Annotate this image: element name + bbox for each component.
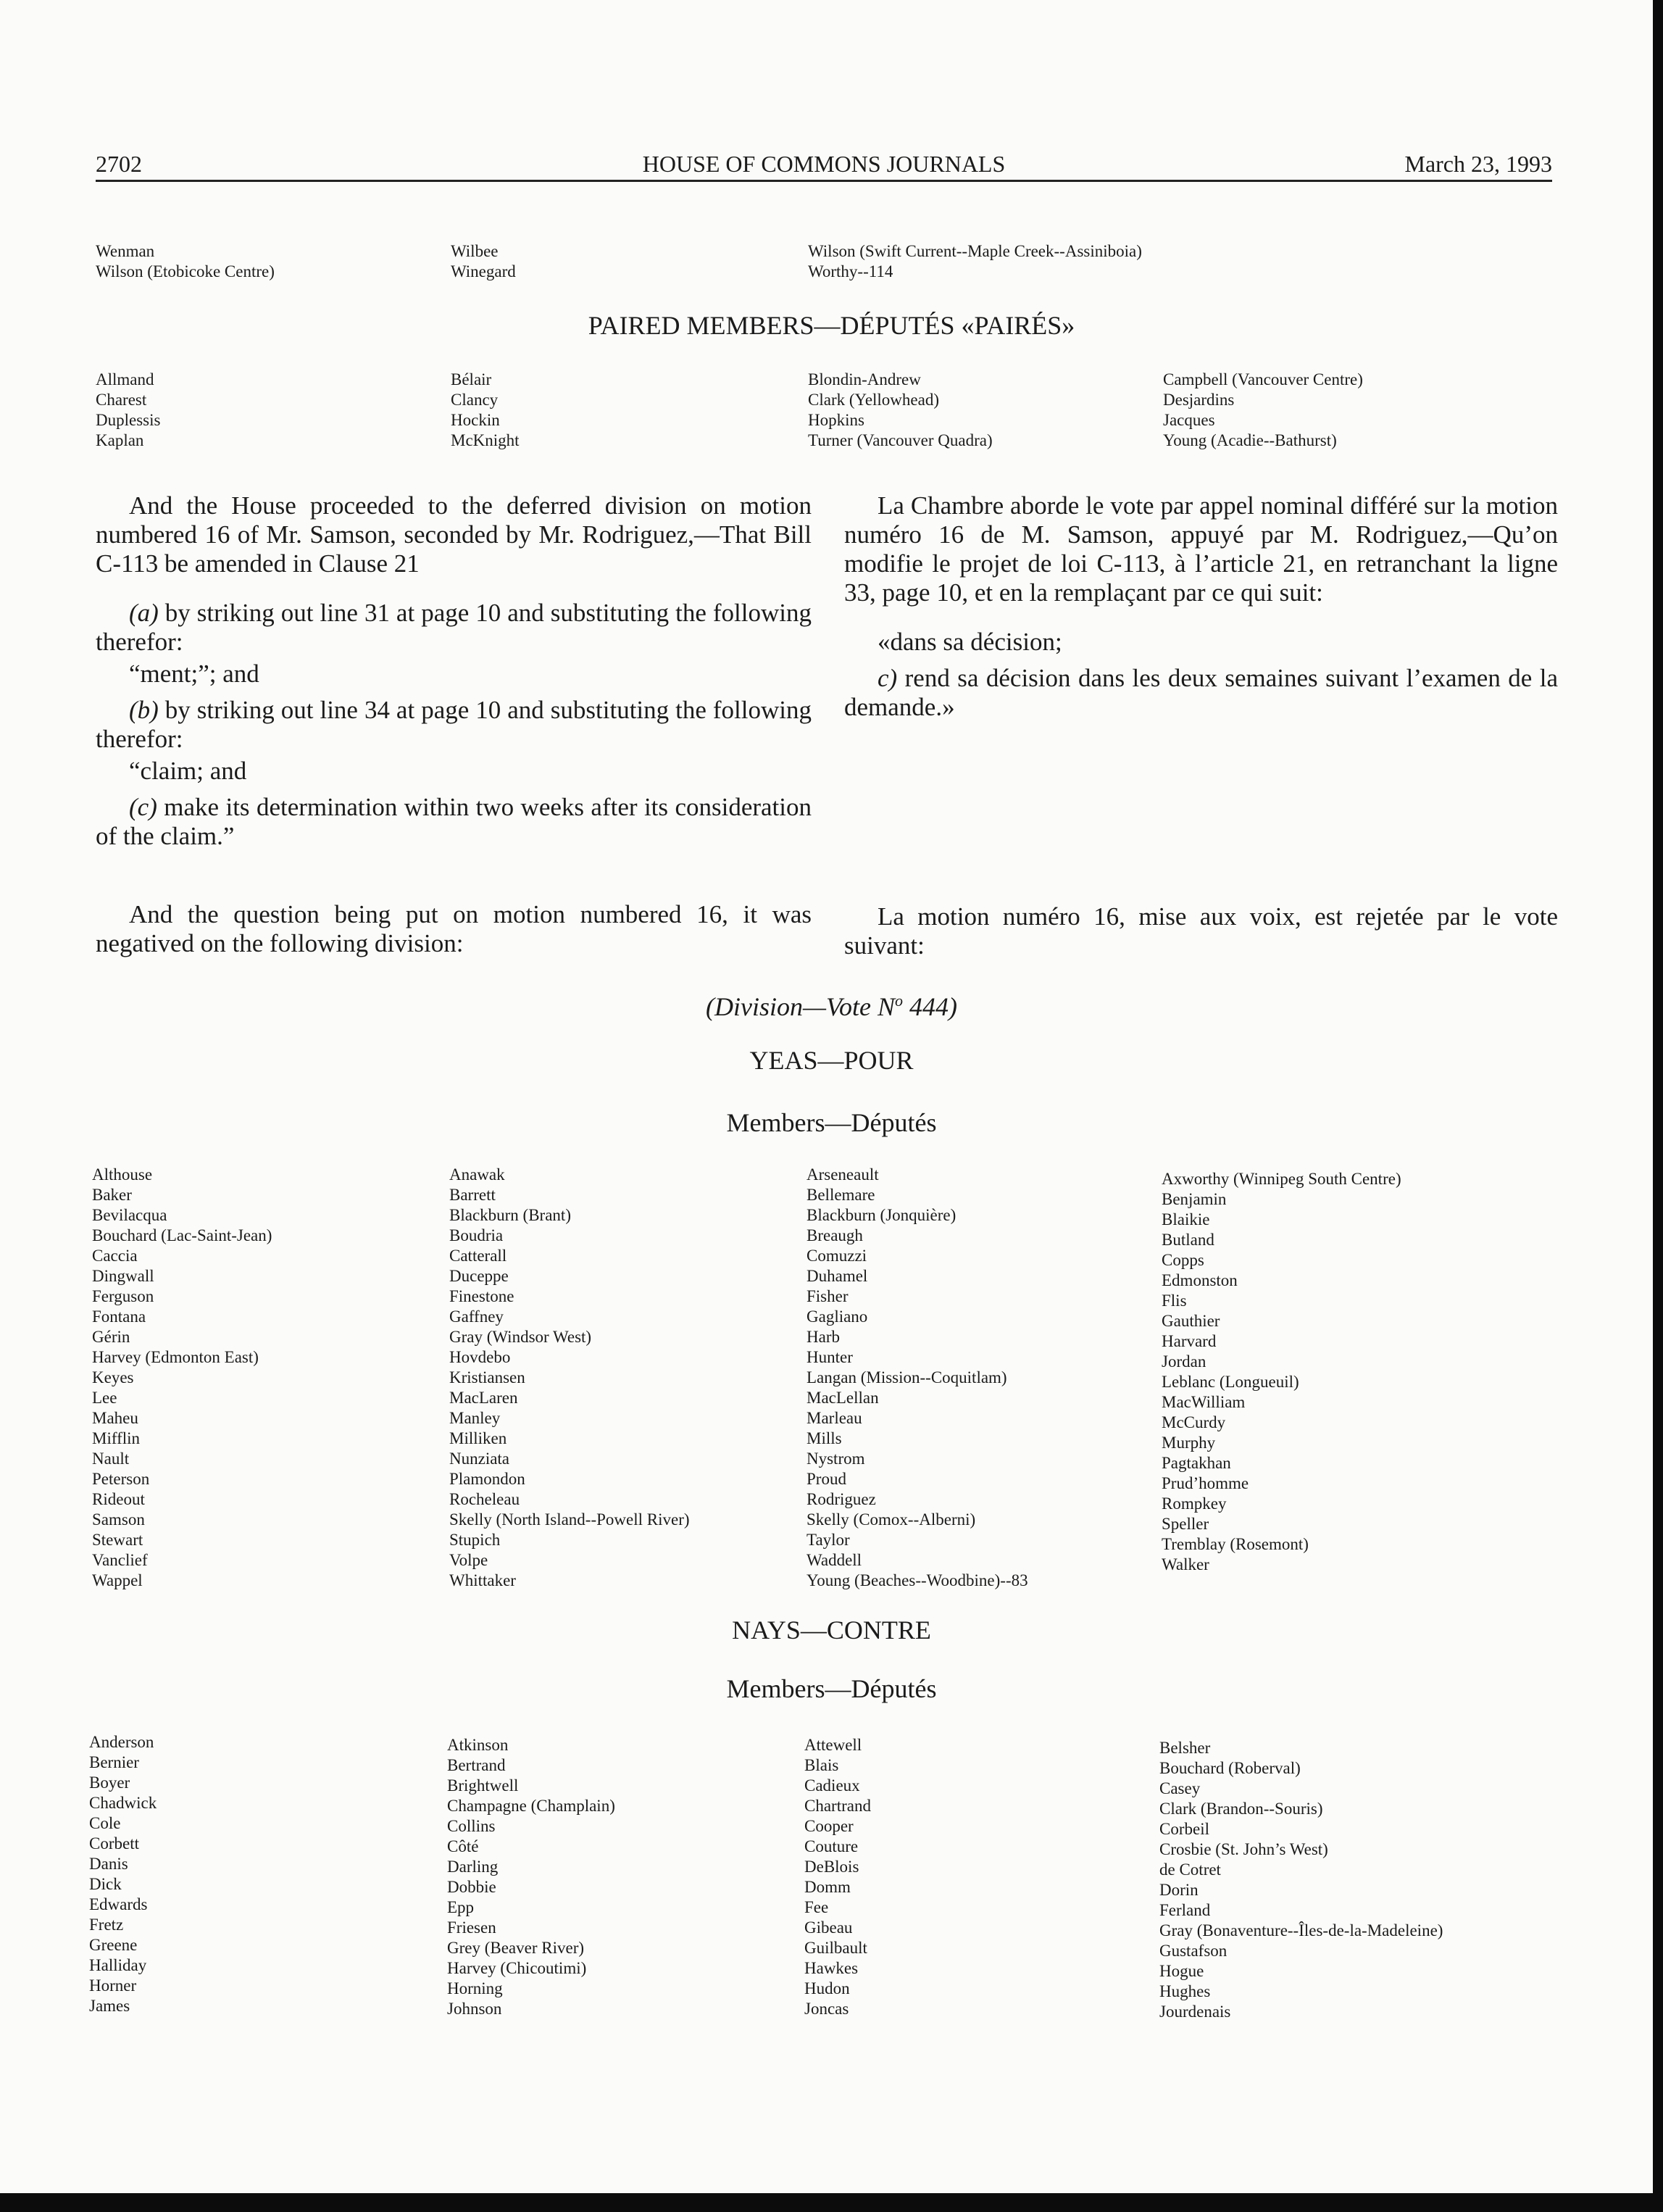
member-name: Cole [89, 1814, 121, 1832]
item-a-text: by striking out line 31 at page 10 and substituting the following therefor: [96, 599, 812, 656]
member-name: Hawkes [804, 1959, 859, 1977]
member-name: Tremblay (Rosemont) [1162, 1535, 1309, 1553]
member-name: Gaffney [449, 1307, 504, 1326]
member-name: Ferguson [92, 1287, 154, 1305]
member-name: Bellemare [807, 1186, 875, 1204]
member-name: Gibeau [804, 1918, 853, 1937]
member-name: Duceppe [449, 1267, 509, 1285]
member-name: Langan (Mission--Coquitlam) [807, 1368, 1007, 1386]
member-name: Corbeil [1159, 1820, 1209, 1838]
nays-col2 [447, 1735, 615, 2019]
member-name: Bernier [89, 1753, 139, 1771]
yeas-heading: YEAS—POUR [749, 1046, 914, 1075]
member-name: Hogue [1159, 1962, 1204, 1980]
english-item-a [96, 599, 812, 657]
member-name: Joncas [804, 2000, 849, 2018]
member-name: Danis [89, 1855, 128, 1873]
division-label-a: (Division—Vote N [706, 992, 895, 1021]
english-intro: And the House proceeded to the deferred division on motion numbered 16 of Mr. Samson, seconded by Mr. Rodriguez,—That Bill C-113 be amended in Clause 21 [96, 491, 812, 578]
member-name: Lee [92, 1389, 117, 1407]
page-date: March 23, 1993 [1404, 151, 1552, 177]
member-name: Hovdebo [449, 1348, 511, 1366]
member-name: Young (Acadie--Bathurst) [1163, 431, 1337, 449]
member-name: Champagne (Champlain) [447, 1797, 615, 1815]
member-name: Hockin [451, 411, 500, 429]
member-name: Anawak [449, 1165, 505, 1184]
member-name: Edmonston [1162, 1271, 1238, 1289]
member-name: Rompkey [1162, 1494, 1227, 1513]
french-motion [844, 491, 1558, 722]
yeas-subheading: Members—Députés [726, 1108, 937, 1137]
member-name: MacWilliam [1162, 1393, 1246, 1411]
member-name: Allmand [96, 370, 154, 388]
member-name: Horning [447, 1979, 503, 1997]
yeas-col3 [807, 1165, 1028, 1591]
member-name: Cadieux [804, 1776, 860, 1795]
member-name: Guilbault [804, 1939, 867, 1957]
member-name: Stewart [92, 1531, 143, 1549]
member-name: Gustafson [1159, 1942, 1228, 1960]
member-name: Skelly (Comox--Alberni) [807, 1510, 976, 1529]
member-name: Chadwick [89, 1794, 157, 1812]
division-label-b: 444) [902, 992, 957, 1021]
paired-col3 [808, 370, 993, 451]
member-name: Gray (Windsor West) [449, 1328, 592, 1346]
division-label-sup: o [894, 991, 903, 1010]
member-name: Hudon [804, 1979, 850, 1997]
member-name: Blais [804, 1756, 839, 1774]
member-name: Bélair [451, 370, 492, 388]
member-name: Edwards [89, 1895, 148, 1913]
member-name: Côté [447, 1837, 479, 1855]
member-name: Harvey (Edmonton East) [92, 1348, 259, 1366]
member-name: Harb [807, 1328, 840, 1346]
page-header [96, 151, 1552, 183]
member-name: Fontana [92, 1307, 146, 1326]
member-name: Blackburn (Brant) [449, 1206, 571, 1224]
member-name: Turner (Vancouver Quadra) [808, 431, 993, 449]
member-name: Manley [449, 1409, 501, 1427]
member-name: Jacques [1163, 411, 1215, 429]
member-name: Skelly (North Island--Powell River) [449, 1510, 690, 1529]
division-label [0, 991, 1663, 1022]
member-name: Campbell (Vancouver Centre) [1163, 370, 1363, 388]
member-name: Taylor [807, 1531, 850, 1549]
member-name: Atkinson [447, 1736, 509, 1754]
member-name: Gauthier [1162, 1312, 1220, 1330]
member-name: Walker [1162, 1555, 1209, 1573]
member-name: Mills [807, 1429, 842, 1447]
member-name: Benjamin [1162, 1190, 1227, 1208]
member-name: Wilson (Swift Current--Maple Creek--Assiniboia) [808, 242, 1142, 260]
english-quote-b: “claim; and [129, 757, 247, 785]
member-name: Wappel [92, 1571, 143, 1589]
nays-col4 [1159, 1738, 1443, 2022]
member-name: Darling [447, 1858, 499, 1876]
member-name: Peterson [92, 1470, 150, 1488]
french-intro: La Chambre aborde le vote par appel nominal différé sur la motion numéro 16 de M. Samson, appuyé par M. Rodriguez,—Qu’on modifie le projet de loi C-113, à l’article 21, en retranchant la ligne 33, page 10, et en la remplaçant par ce qui suit: [844, 491, 1558, 607]
member-name: Waddell [807, 1551, 862, 1569]
nays-heading: NAYS—CONTRE [732, 1616, 931, 1645]
member-name: Jourdenais [1159, 2003, 1231, 2021]
member-name: Plamondon [449, 1470, 525, 1488]
member-name: Clark (Yellowhead) [808, 391, 939, 409]
member-name: Vanclief [92, 1551, 148, 1569]
member-name: Clark (Brandon--Souris) [1159, 1800, 1323, 1818]
member-name: Dorin [1159, 1881, 1199, 1899]
member-name: Halliday [89, 1956, 147, 1974]
member-name: Blondin-Andrew [808, 370, 921, 388]
paired-col2 [451, 370, 520, 451]
member-name: Ferland [1159, 1901, 1211, 1919]
member-name: Stupich [449, 1531, 501, 1549]
member-name: Chartrand [804, 1797, 871, 1815]
top-list-col3 [808, 241, 1142, 282]
member-name: Murphy [1162, 1434, 1216, 1452]
member-name: MacLellan [807, 1389, 879, 1407]
member-name: Prud’homme [1162, 1474, 1249, 1492]
member-name: Baker [92, 1186, 132, 1204]
nays-col3 [804, 1735, 871, 2019]
member-name: Wenman [96, 242, 155, 260]
journal-title: HOUSE OF COMMONS JOURNALS [642, 151, 1006, 177]
english-item-b [96, 696, 812, 754]
nays-subheading: Members—Députés [726, 1674, 937, 1703]
member-name: Leblanc (Longueuil) [1162, 1373, 1299, 1391]
member-name: Gray (Bonaventure--Îles-de-la-Madeleine) [1159, 1921, 1443, 1939]
member-name: Gérin [92, 1328, 130, 1346]
french-c-label: c) [878, 664, 898, 692]
member-name: Volpe [449, 1551, 488, 1569]
header-rule [96, 180, 1552, 182]
member-name: Winegard [451, 262, 516, 280]
top-list-col2 [451, 241, 516, 282]
member-name: Grey (Beaver River) [447, 1939, 585, 1957]
french-quote: «dans sa décision; [878, 628, 1062, 656]
member-name: Maheu [92, 1409, 138, 1427]
member-name: MacLaren [449, 1389, 518, 1407]
member-name: Collins [447, 1817, 496, 1835]
page-number: 2702 [96, 151, 142, 177]
member-name: Wilson (Etobicoke Centre) [96, 262, 275, 280]
member-name: Worthy--114 [808, 262, 893, 280]
member-name: Whittaker [449, 1571, 516, 1589]
item-b-label: (b) [129, 696, 159, 724]
paired-col4 [1163, 370, 1363, 451]
member-name: de Cotret [1159, 1860, 1221, 1879]
member-name: Keyes [92, 1368, 134, 1386]
member-name: Nault [92, 1450, 130, 1468]
member-name: Clancy [451, 391, 499, 409]
member-name: Bertrand [447, 1756, 506, 1774]
member-name: Gagliano [807, 1307, 868, 1326]
member-name: Domm [804, 1878, 851, 1896]
member-name: Copps [1162, 1251, 1204, 1269]
member-name: Fisher [807, 1287, 849, 1305]
member-name: Brightwell [447, 1776, 519, 1795]
member-name: Harvey (Chicoutimi) [447, 1959, 587, 1977]
member-name: Fretz [89, 1916, 124, 1934]
member-name: Anderson [89, 1733, 154, 1751]
member-name: Mifflin [92, 1429, 141, 1447]
member-name: Young (Beaches--Woodbine)--83 [807, 1571, 1028, 1589]
english-item-c [96, 793, 812, 851]
member-name: Epp [447, 1898, 475, 1916]
top-list-col1 [96, 241, 275, 282]
member-name: Duhamel [807, 1267, 868, 1285]
member-name: Barrett [449, 1186, 496, 1204]
member-name: Kristiansen [449, 1368, 525, 1386]
member-name: Comuzzi [807, 1247, 867, 1265]
member-name: Johnson [447, 2000, 502, 2018]
member-name: Butland [1162, 1231, 1214, 1249]
english-motion [96, 491, 812, 851]
member-name: Couture [804, 1837, 859, 1855]
member-name: Horner [89, 1976, 137, 1995]
member-name: Blaikie [1162, 1210, 1210, 1228]
item-b-text: by striking out line 34 at page 10 and substituting the following therefor: [96, 696, 812, 753]
english-result [96, 900, 812, 958]
french-item-c [844, 664, 1558, 722]
member-name: Charest [96, 391, 147, 409]
member-name: Catterall [449, 1247, 507, 1265]
member-name: Marleau [807, 1409, 862, 1427]
paired-heading: PAIRED MEMBERS—DÉPUTÉS «PAIRÉS» [588, 311, 1075, 340]
member-name: Blackburn (Jonquière) [807, 1206, 956, 1224]
french-c-text: rend sa décision dans les deux semaines suivant l’examen de la demande.» [844, 664, 1558, 721]
scan-edge-bottom [0, 2193, 1663, 2212]
member-name: Bouchard (Roberval) [1159, 1759, 1301, 1777]
member-name: Samson [92, 1510, 145, 1529]
member-name: Jordan [1162, 1352, 1206, 1371]
member-name: McKnight [451, 431, 520, 449]
member-name: Althouse [92, 1165, 153, 1184]
member-name: Kaplan [96, 431, 144, 449]
member-name: Arseneault [807, 1165, 879, 1184]
member-name: Cooper [804, 1817, 854, 1835]
item-a-label: (a) [129, 599, 159, 627]
member-name: Belsher [1159, 1739, 1211, 1757]
member-name: Flis [1162, 1292, 1187, 1310]
member-name: Milliken [449, 1429, 507, 1447]
member-name: Dingwall [92, 1267, 154, 1285]
member-name: Casey [1159, 1779, 1201, 1797]
member-name: McCurdy [1162, 1413, 1226, 1431]
member-name: Desjardins [1163, 391, 1235, 409]
member-name: DeBlois [804, 1858, 859, 1876]
nays-col1 [89, 1732, 157, 2016]
yeas-col4 [1162, 1169, 1401, 1575]
member-name: Hopkins [808, 411, 864, 429]
member-name: Duplessis [96, 411, 161, 429]
member-name: Wilbee [451, 242, 499, 260]
yeas-col2 [449, 1165, 690, 1591]
member-name: Caccia [92, 1247, 138, 1265]
member-name: Hunter [807, 1348, 853, 1366]
member-name: Rideout [92, 1490, 145, 1508]
paired-col1 [96, 370, 160, 451]
french-result-text: La motion numéro 16, mise aux voix, est rejetée par le vote suivant: [844, 902, 1558, 960]
member-name: James [89, 1997, 130, 2015]
member-name: Crosbie (St. John’s West) [1159, 1840, 1328, 1858]
member-name: Boyer [89, 1774, 130, 1792]
member-name: Hughes [1159, 1982, 1211, 2000]
scan-edge-right [1653, 0, 1663, 2212]
member-name: Axworthy (Winnipeg South Centre) [1162, 1170, 1401, 1188]
english-result-text: And the question being put on motion numbered 16, it was negatived on the following division: [96, 900, 812, 957]
member-name: Harvard [1162, 1332, 1217, 1350]
member-name: Greene [89, 1936, 138, 1954]
member-name: Attewell [804, 1736, 862, 1754]
member-name: Rocheleau [449, 1490, 520, 1508]
member-name: Dobbie [447, 1878, 496, 1896]
member-name: Fee [804, 1898, 829, 1916]
member-name: Finestone [449, 1287, 514, 1305]
member-name: Dick [89, 1875, 122, 1893]
french-result [844, 902, 1558, 960]
member-name: Bevilacqua [92, 1206, 167, 1224]
member-name: Rodriguez [807, 1490, 876, 1508]
member-name: Breaugh [807, 1226, 863, 1244]
member-name: Boudria [449, 1226, 504, 1244]
member-name: Corbett [89, 1834, 139, 1853]
member-name: Speller [1162, 1515, 1209, 1533]
yeas-col1 [92, 1165, 272, 1591]
english-quote-a: “ment;”; and [129, 660, 259, 688]
member-name: Proud [807, 1470, 846, 1488]
member-name: Nystrom [807, 1450, 865, 1468]
item-c-text: make its determination within two weeks after its consideration of the claim.” [96, 793, 812, 850]
item-c-label: (c) [129, 793, 157, 821]
member-name: Pagtakhan [1162, 1454, 1231, 1472]
member-name: Nunziata [449, 1450, 510, 1468]
member-name: Bouchard (Lac-Saint-Jean) [92, 1226, 272, 1244]
member-name: Friesen [447, 1918, 496, 1937]
